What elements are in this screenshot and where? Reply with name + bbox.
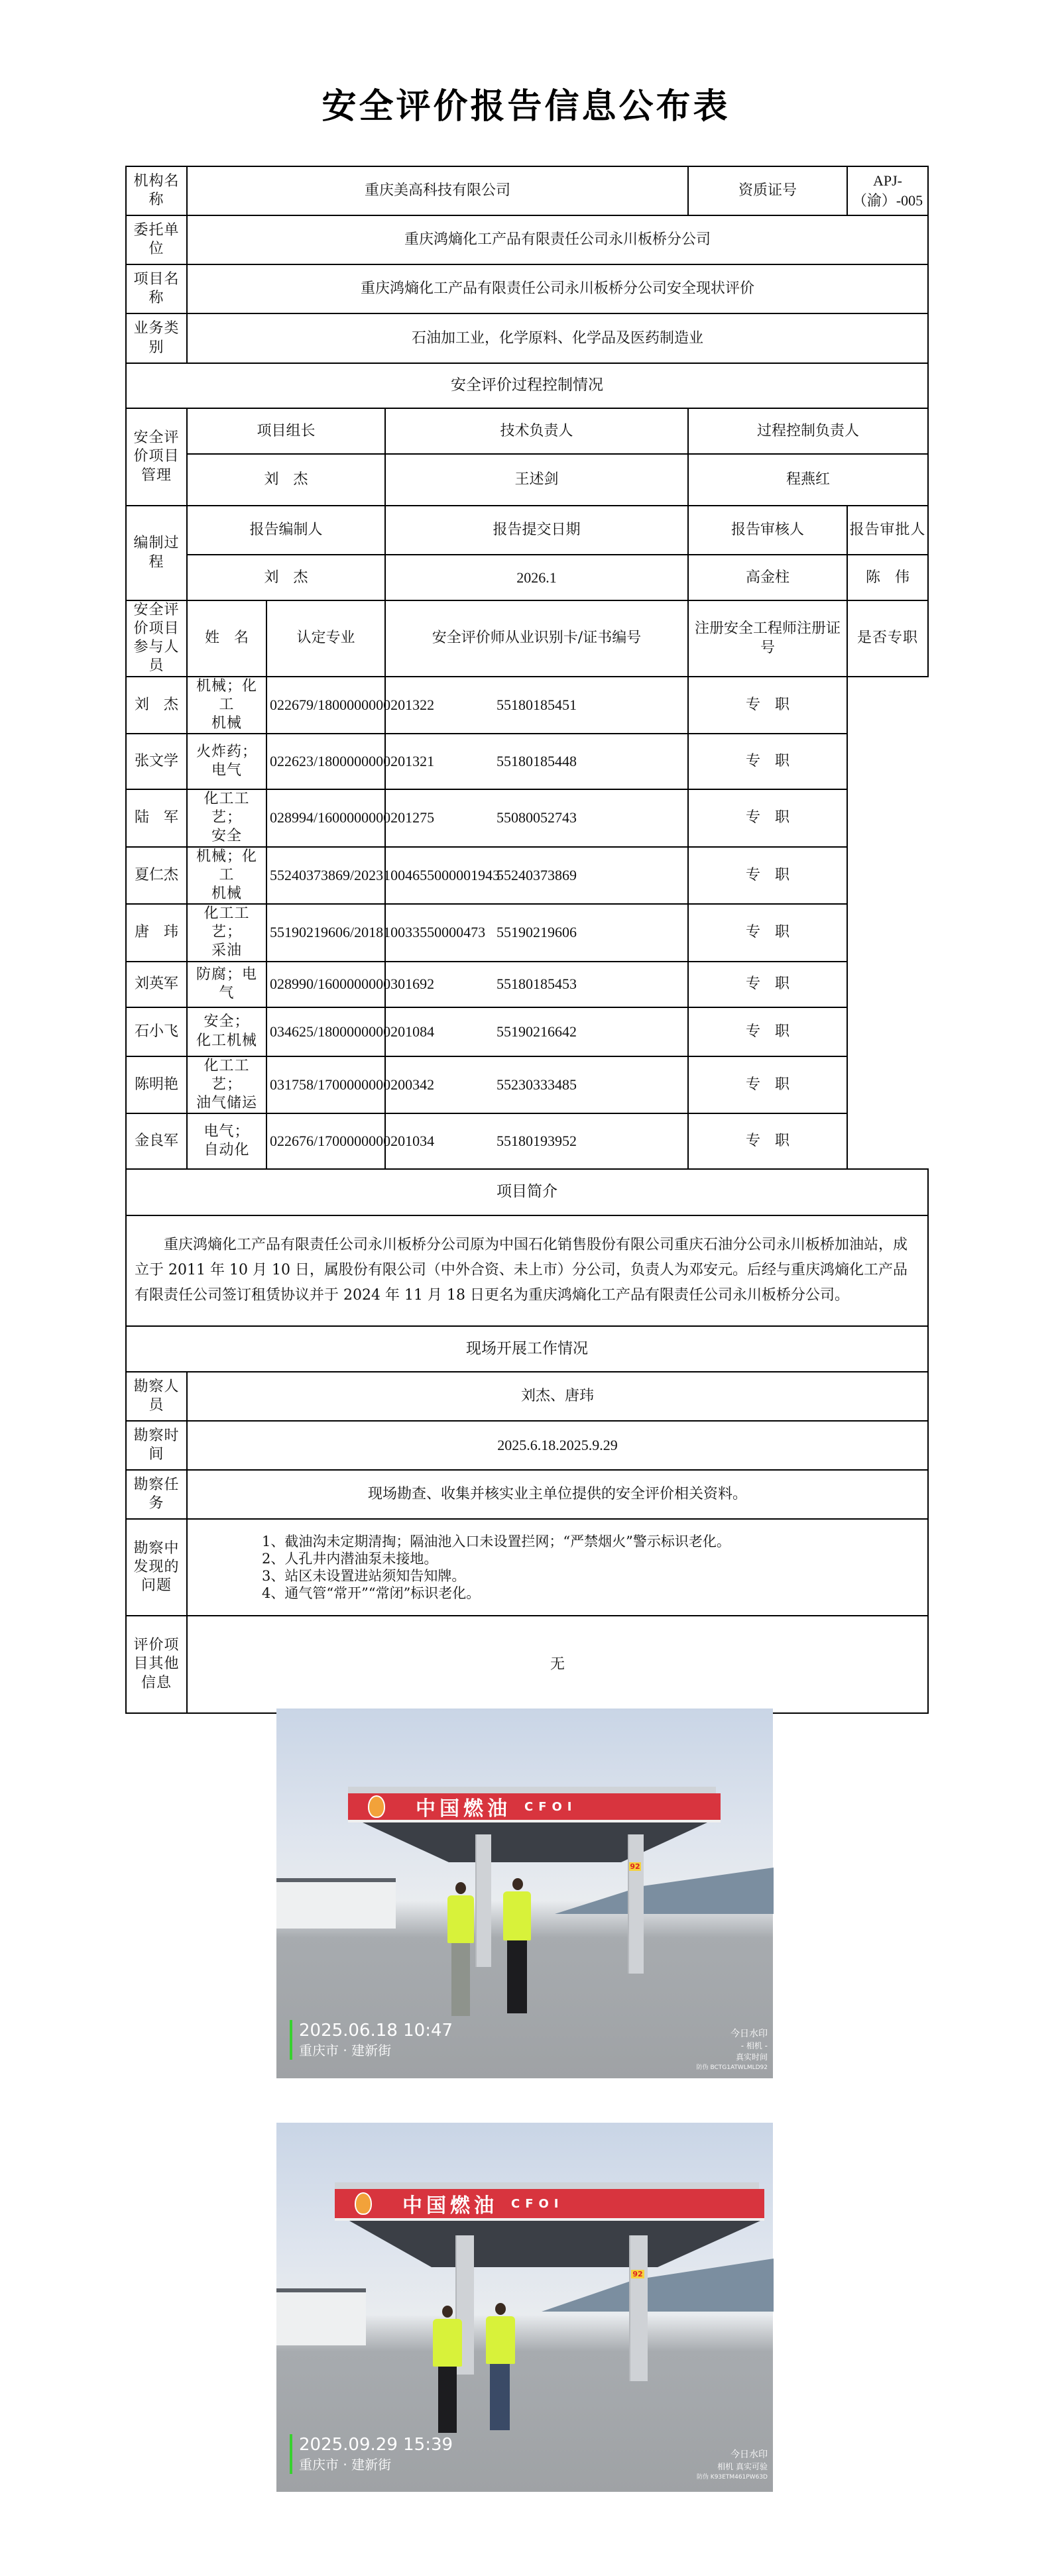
pump-label: 92 xyxy=(631,2270,644,2278)
header-fulltime: 是否专职 xyxy=(847,600,928,677)
survey-personnel-label: 勘察人员 xyxy=(126,1372,187,1421)
technical-lead-value: 王述剑 xyxy=(385,454,688,506)
process-control-title: 安全评价过程控制情况 xyxy=(126,363,928,408)
field-work-title: 现场开展工作情况 xyxy=(126,1326,928,1372)
watermark-code: 防伪 BCTG1ATWLMLD92 xyxy=(696,2064,768,2071)
reviewer-value: 高金柱 xyxy=(688,555,847,600)
person-name: 夏仁杰 xyxy=(126,847,187,904)
major-line: 电气； xyxy=(204,1123,250,1140)
person-card-number: 022623/1800000000201321 xyxy=(266,734,385,789)
field-work-header-row xyxy=(126,1326,928,1372)
person-name: 刘英军 xyxy=(126,962,187,1007)
person-card-number: 031758/1700000000200342 xyxy=(266,1056,385,1113)
personnel-label: 安全评价项目参与人员 xyxy=(126,600,187,677)
header-registration-number: 注册安全工程师注册证号 xyxy=(688,600,847,677)
survey-task-value: 现场勘查、收集并核实业主单位提供的安全评价相关资料。 xyxy=(187,1470,928,1519)
major-line: 火炸药； xyxy=(196,743,257,760)
photo-location: 重庆市 · 建新街 xyxy=(299,2043,392,2058)
personnel-header-row xyxy=(126,600,928,677)
sign-en: CFOI xyxy=(511,2196,564,2211)
header-submit-date: 报告提交日期 xyxy=(385,506,688,555)
header-technical-lead: 技术负责人 xyxy=(385,408,688,454)
issue-item: 1、截油沟未定期清掏；隔油池入口未设置拦网；“严禁烟火”警示标识老化。 xyxy=(262,1533,731,1549)
survey-issues-label: 勘察中发现的问题 xyxy=(126,1519,187,1616)
personnel-row xyxy=(126,962,928,1007)
header-process-control-lead: 过程控制负责人 xyxy=(688,408,928,454)
mountain-shape xyxy=(555,1868,774,1914)
major-line: 化工工艺； xyxy=(204,1057,250,1093)
cert-value: APJ-（渝）-005 xyxy=(847,166,928,215)
major-line: 化工机械 xyxy=(196,1032,257,1049)
survey-issues-row xyxy=(126,1519,928,1616)
photo-stamp xyxy=(290,2020,453,2060)
major-line: 化工工艺； xyxy=(204,905,250,941)
business-row xyxy=(126,313,928,363)
major-line: 机械；化工 xyxy=(196,677,257,713)
major-line: 机械 xyxy=(211,714,242,732)
person-card-number: 022676/1700000000201034 xyxy=(266,1113,385,1169)
report-info-table xyxy=(125,166,929,1714)
header-approver: 报告审批人 xyxy=(847,506,928,555)
person-name: 陆 军 xyxy=(126,789,187,846)
project-value: 重庆鸿熵化工产品有限责任公司永川板桥分公司安全现状评价 xyxy=(187,264,928,313)
person-card-number: 028994/1600000000201275 xyxy=(266,789,385,846)
personnel-row xyxy=(126,734,928,789)
pump-label: 92 xyxy=(630,1862,640,1871)
personnel-row xyxy=(126,789,928,846)
process-control-lead-value: 程燕红 xyxy=(688,454,928,506)
photo-stamp xyxy=(290,2434,453,2474)
intro-header-row xyxy=(126,1169,928,1215)
major-line: 安全 xyxy=(211,828,242,845)
personnel-row xyxy=(126,677,928,734)
canopy-underside xyxy=(363,1822,707,1862)
major-line: 电气 xyxy=(211,762,242,779)
header-reviewer: 报告审核人 xyxy=(688,506,847,555)
header-team-leader: 项目组长 xyxy=(187,408,385,454)
person-fulltime: 专 职 xyxy=(688,677,847,734)
client-row xyxy=(126,215,928,264)
person-vest xyxy=(486,2316,515,2364)
person-card-number: 028990/1600000000301692 xyxy=(266,962,385,1007)
person-vest xyxy=(433,2319,462,2367)
major-line: 安全； xyxy=(204,1013,250,1031)
survey-task-label: 勘察任务 xyxy=(126,1470,187,1519)
header-card-number: 安全评价师从业识别卡/证书编号 xyxy=(385,600,688,677)
flame-logo-icon xyxy=(368,1795,385,1818)
canopy-sign xyxy=(348,1793,721,1822)
org-name-label: 机构名称 xyxy=(126,166,187,215)
person-major xyxy=(187,677,266,734)
survey-time-label: 勘察时间 xyxy=(126,1421,187,1470)
intro-title: 项目简介 xyxy=(126,1169,928,1215)
major-line: 机械 xyxy=(211,885,242,902)
person-registration-number: 55230333485 xyxy=(385,1056,688,1113)
approver-value: 陈 伟 xyxy=(847,555,928,600)
personnel-row xyxy=(126,1056,928,1113)
client-label: 委托单位 xyxy=(126,215,187,264)
person-fulltime: 专 职 xyxy=(688,734,847,789)
issue-item: 3、站区未设置进站须知告知牌。 xyxy=(262,1567,466,1584)
watermark-line: - 相机 - xyxy=(740,2041,768,2050)
major-line: 化工工艺； xyxy=(204,791,250,826)
survey-task-row xyxy=(126,1470,928,1519)
other-info-value: 无 xyxy=(187,1616,928,1713)
compile-header-row xyxy=(126,506,928,555)
person-fulltime: 专 职 xyxy=(688,789,847,846)
person-head xyxy=(442,2306,453,2318)
person-legs xyxy=(507,1940,527,2013)
submit-date-value: 2026.1 xyxy=(385,555,688,600)
person-legs xyxy=(490,2364,510,2430)
side-building xyxy=(276,1878,396,1929)
person-fulltime: 专 职 xyxy=(688,1056,847,1113)
header-major: 认定专业 xyxy=(266,600,385,677)
site-photo-2 xyxy=(276,2123,773,2492)
side-building xyxy=(276,2288,366,2345)
intro-text-row xyxy=(126,1215,928,1326)
person-name: 陈明艳 xyxy=(126,1056,187,1113)
sign-en: CFOI xyxy=(524,1799,577,1814)
major-line: 自动化 xyxy=(204,1141,250,1158)
canopy-sign xyxy=(335,2189,764,2221)
flame-logo-icon xyxy=(355,2192,372,2215)
major-line: 采油 xyxy=(211,942,242,960)
watermark-code: 防伪 K93ETM461PW63D xyxy=(696,2474,768,2481)
person-fulltime: 专 职 xyxy=(688,1007,847,1056)
person-vest xyxy=(503,1891,531,1940)
person-major xyxy=(187,1007,266,1056)
canopy-pillar xyxy=(475,1834,491,1967)
project-label: 项目名称 xyxy=(126,264,187,313)
other-info-row xyxy=(126,1616,928,1713)
person-vest xyxy=(447,1895,474,1943)
person-card-number: 022679/1800000000201322 xyxy=(266,677,385,734)
person-name: 石小飞 xyxy=(126,1007,187,1056)
person-registration-number: 55180185451 xyxy=(385,677,688,734)
canopy-underside xyxy=(349,2221,760,2267)
watermark-line: 相机 真实可验 xyxy=(717,2462,768,2471)
client-value: 重庆鸿熵化工产品有限责任公司永川板桥分公司 xyxy=(187,215,928,264)
person-fulltime: 专 职 xyxy=(688,1113,847,1169)
personnel-row xyxy=(126,1007,928,1056)
sign-cn: 中国燃油 xyxy=(416,1797,511,1820)
person-fulltime: 专 职 xyxy=(688,904,847,961)
team-leader-value: 刘 杰 xyxy=(187,454,385,506)
person-name: 张文学 xyxy=(126,734,187,789)
person-major xyxy=(187,1113,266,1169)
person-card-number: 55240373869/20231004655000001943 xyxy=(266,847,385,904)
person-major xyxy=(187,734,266,789)
person-major xyxy=(187,1056,266,1113)
survey-time-value: 2025.6.18.2025.9.29 xyxy=(187,1421,928,1470)
compile-label: 编制过程 xyxy=(126,506,187,600)
survey-issues-list xyxy=(187,1519,928,1616)
person-registration-number: 55240373869 xyxy=(385,847,688,904)
watermark xyxy=(697,2027,768,2071)
person-registration-number: 55180193952 xyxy=(385,1113,688,1169)
project-row xyxy=(126,264,928,313)
cert-label: 资质证号 xyxy=(688,166,847,215)
person-registration-number: 55080052743 xyxy=(385,789,688,846)
report-author-value: 刘 杰 xyxy=(187,555,385,600)
watermark-line: 真实时间 xyxy=(735,2052,768,2062)
org-row xyxy=(126,166,928,215)
person-legs xyxy=(438,2367,457,2433)
business-value: 石油加工业，化学原料、化学品及医药制造业 xyxy=(187,313,928,363)
org-name-value: 重庆美高科技有限公司 xyxy=(187,166,688,215)
page-title: 安全评价报告信息公布表 xyxy=(321,87,731,127)
compile-values-row xyxy=(126,555,928,600)
person-card-number: 034625/1800000000201084 xyxy=(266,1007,385,1056)
major-line: 防腐；电气 xyxy=(196,966,257,1001)
major-line: 机械；化工 xyxy=(196,848,257,883)
person-major xyxy=(187,789,266,846)
management-label: 安全评价项目管理 xyxy=(126,408,187,506)
personnel-row xyxy=(126,847,928,904)
canopy-pillar xyxy=(628,1834,644,1974)
issue-item: 2、人孔井内潜油泵未接地。 xyxy=(262,1550,438,1567)
person-major xyxy=(187,962,266,1007)
person-fulltime: 专 职 xyxy=(688,962,847,1007)
watermark-line: 今日水印 xyxy=(731,2029,768,2039)
personnel-row xyxy=(126,904,928,961)
survey-time-row xyxy=(126,1421,928,1470)
photo-timestamp: 2025.09.29 15:39 xyxy=(299,2435,453,2455)
person-major xyxy=(187,904,266,961)
person-name: 金良军 xyxy=(126,1113,187,1169)
management-values-row xyxy=(126,454,928,506)
personnel-row xyxy=(126,1113,928,1169)
person-major xyxy=(187,847,266,904)
site-photo-1 xyxy=(276,1708,773,2078)
process-control-header-row xyxy=(126,363,928,408)
person-fulltime: 专 职 xyxy=(688,847,847,904)
sign-cn: 中国燃油 xyxy=(402,2194,498,2217)
watermark xyxy=(697,2447,768,2481)
person-registration-number: 55190216642 xyxy=(385,1007,688,1056)
major-line: 油气储运 xyxy=(196,1094,257,1111)
photo-timestamp: 2025.06.18 10:47 xyxy=(299,2021,453,2041)
business-label: 业务类别 xyxy=(126,313,187,363)
person-head xyxy=(455,1882,466,1894)
watermark-line: 今日水印 xyxy=(731,2449,768,2460)
issue-item: 4、通气管“常开”“常闭”标识老化。 xyxy=(262,1585,481,1601)
person-registration-number: 55180185453 xyxy=(385,962,688,1007)
person-name: 刘 杰 xyxy=(126,677,187,734)
person-registration-number: 55190219606 xyxy=(385,904,688,961)
management-header-row xyxy=(126,408,928,454)
header-name: 姓 名 xyxy=(187,600,266,677)
survey-personnel-row xyxy=(126,1372,928,1421)
person-head xyxy=(512,1878,523,1890)
person-head xyxy=(495,2303,506,2315)
canopy-roof xyxy=(348,1787,716,1793)
person-registration-number: 55180185448 xyxy=(385,734,688,789)
photo-location: 重庆市 · 建新街 xyxy=(299,2457,392,2473)
canopy-roof xyxy=(335,2182,759,2189)
intro-text: 重庆鸿熵化工产品有限责任公司永川板桥分公司原为中国石化销售股份有限公司重庆石油分公司永川板桥加油站，成立于 2011 年 10 月 10 日，属股份有限公司（中外合资、未上市）分公司，负责人为邓安元。后经与重庆鸿熵化工产品有限责任公司签订租赁协议并于 2024 年 11 月 18 日更名为重庆鸿熵化工产品有限责任公司永川板桥分公司。 xyxy=(126,1215,928,1326)
other-info-label: 评价项目其他信息 xyxy=(126,1616,187,1713)
survey-personnel-value: 刘杰、唐玮 xyxy=(187,1372,928,1421)
person-card-number: 55190219606/201810033550000473 xyxy=(266,904,385,961)
person-name: 唐 玮 xyxy=(126,904,187,961)
person-legs xyxy=(451,1943,470,2016)
canopy-pillar xyxy=(629,2235,648,2381)
header-report-author: 报告编制人 xyxy=(187,506,385,555)
